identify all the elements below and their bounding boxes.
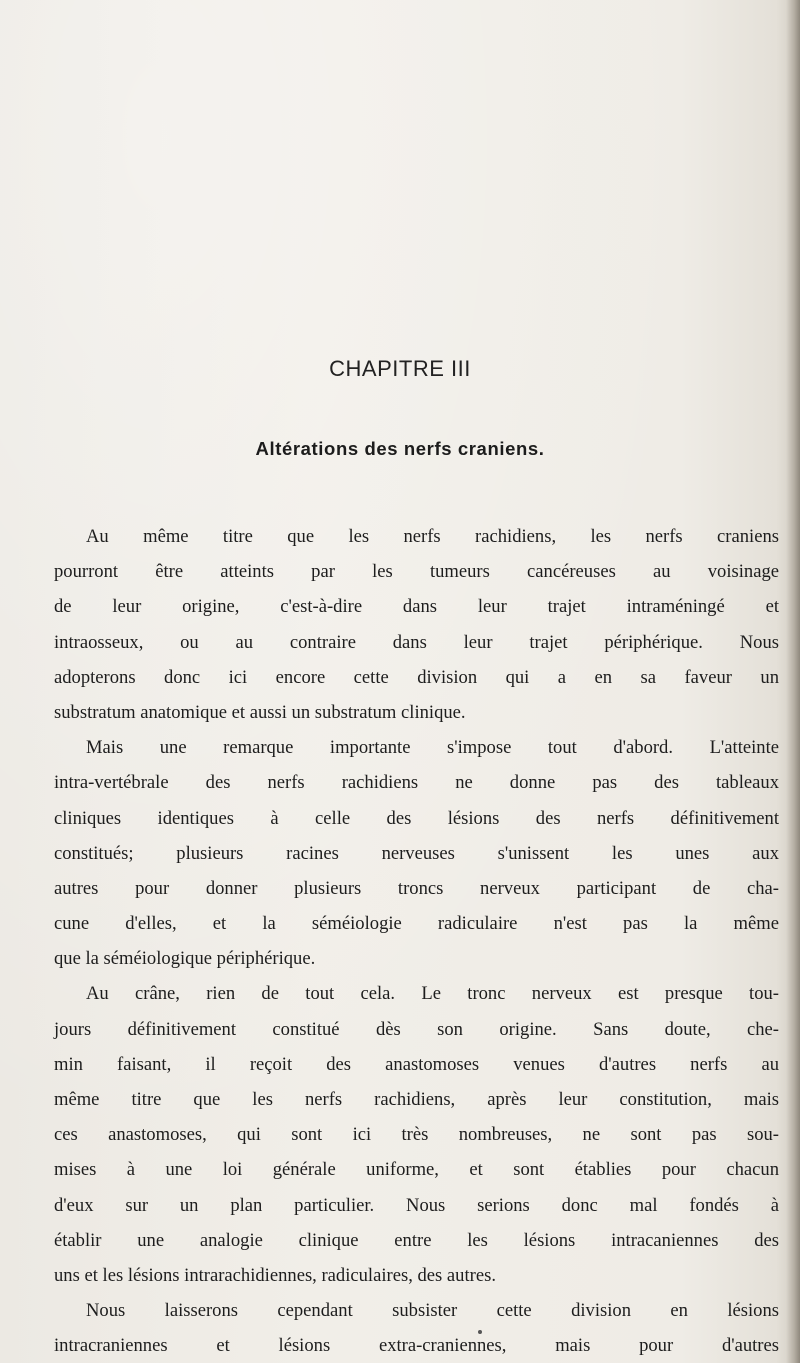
text-line: intracraniennes et lésions extra-craniennes, mais pour d'autres (54, 1335, 779, 1357)
text-line: cune d'elles, et la séméiologie radiculaire n'est pas la même (54, 913, 779, 935)
text-line: Au crâne, rien de tout cela. Le tronc nerveux est presque tou- (86, 983, 779, 1005)
text-line: pourront être atteints par les tumeurs cancéreuses au voisinage (54, 561, 779, 583)
text-line: établir une analogie clinique entre les lésions intracaniennes des (54, 1229, 779, 1251)
chapter-title: Altérations des nerfs craniens. (255, 438, 545, 459)
text-line: d'eux sur un plan particulier. Nous serions donc mal fondés à (54, 1194, 779, 1216)
page-edge-shadow (786, 0, 800, 1363)
text-line: Au même titre que les nerfs rachidiens, les nerfs craniens (86, 526, 779, 547)
text-line: Nous laisserons cependant subsister cette division en lésions (86, 1300, 779, 1322)
text-line: mises à une loi générale uniforme, et sont établies pour chacun (54, 1159, 779, 1181)
text-line: ces anastomoses, qui sont ici très nombreuses, ne sont pas sou- (54, 1124, 779, 1146)
text-line: substratum anatomique et aussi un substratum clinique. (54, 701, 466, 723)
ink-speck (478, 1330, 482, 1334)
text-line: autres pour donner plusieurs troncs nerveux participant de cha- (54, 877, 779, 899)
text-line: de leur origine, c'est-à-dire dans leur trajet intraméningé et (54, 596, 779, 618)
text-line: min faisant, il reçoit des anastomoses venues d'autres nerfs au (54, 1053, 779, 1075)
text-line: jours définitivement constitué dès son origine. Sans doute, che- (54, 1018, 779, 1040)
text-line: intra-vertébrale des nerfs rachidiens ne donne pas des tableaux (54, 772, 779, 794)
text-line: constitués; plusieurs racines nerveuses s'unissent les unes aux (54, 842, 779, 864)
text-line: intraosseux, ou au contraire dans leur trajet périphérique. Nous (54, 631, 779, 653)
text-line: adopterons donc ici encore cette division qui a en sa faveur un (54, 666, 779, 688)
text-line: uns et les lésions intrarachidiennes, radiculaires, des autres. (54, 1264, 496, 1286)
text-line: que la séméiologique périphérique. (54, 948, 316, 970)
text-line: même titre que les nerfs rachidiens, après leur constitution, mais (54, 1089, 779, 1110)
text-line: Mais une remarque importante s'impose tout d'abord. L'atteinte (86, 737, 779, 759)
text-line: cliniques identiques à celle des lésions des nerfs définitivement (54, 807, 779, 829)
body-text (54, 519, 779, 1363)
chapter-heading: CHAPITRE III (329, 356, 471, 381)
